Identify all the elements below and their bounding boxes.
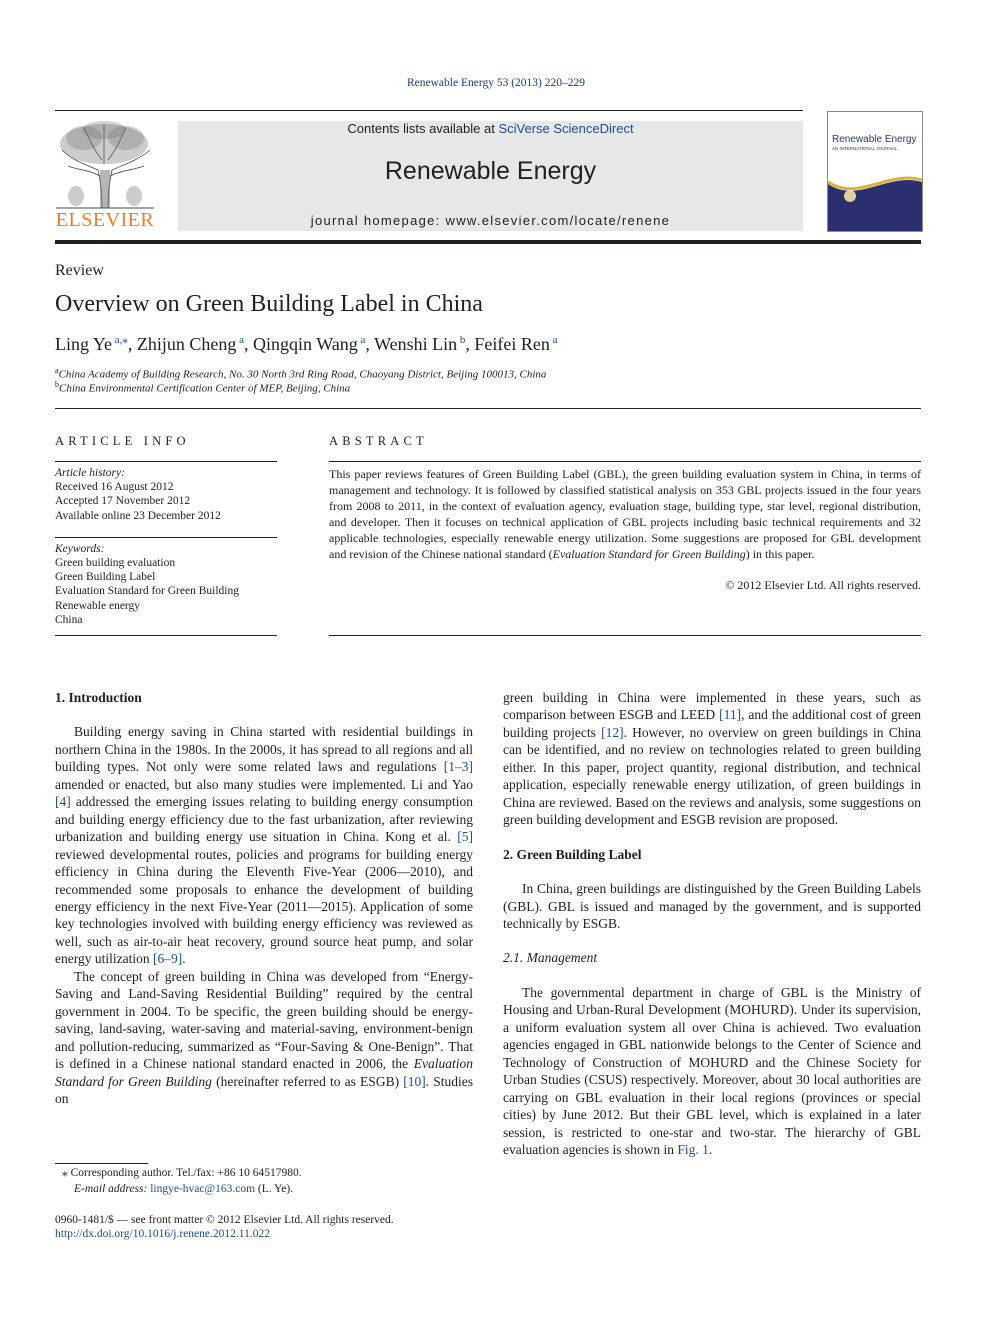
section-heading-green-building-label: 2. Green Building Label xyxy=(503,846,642,862)
author-name[interactable]: Qingqin Wang xyxy=(253,334,358,354)
author-list: Ling Ye $^{a,⁎}$, Zhijun Cheng $^a$, Qingqin Wang $^a$, Wenshi Lin $^b$, Feifei Ren $^a$ xyxy=(55,334,558,354)
abstract-heading: ABSTRACT xyxy=(329,434,428,448)
homepage-url[interactable]: www.elsevier.com/locate/renene xyxy=(445,213,671,228)
author-name[interactable]: Feifei Ren xyxy=(474,334,550,354)
keyword-item: Evaluation Standard for Green Building xyxy=(55,585,239,597)
author-name[interactable]: Wenshi Lin xyxy=(374,334,458,354)
contents-line xyxy=(178,121,803,136)
elsevier-tree-icon xyxy=(54,120,156,210)
article-info-rule xyxy=(55,635,277,636)
reference-link[interactable]: [12] xyxy=(601,724,624,740)
article-title: Overview on Green Building Label in China xyxy=(55,291,483,317)
affiliation-b xyxy=(55,380,350,395)
sciencedirect-link[interactable]: SciVerse ScienceDirect xyxy=(498,121,634,136)
abstract-standard-title: Evaluation Standard for Green Building xyxy=(552,547,746,561)
journal-citation[interactable]: Renewable Energy 53 (2013) 220–229 xyxy=(407,77,585,89)
paragraph-text: . xyxy=(708,1141,713,1157)
keywords-label: Keywords: xyxy=(55,543,105,555)
paragraph-text: . xyxy=(182,951,186,967)
issn-line: 0960-1481/$ — see front matter © 2012 Elsevier Ltd. All rights reserved. xyxy=(55,1214,394,1226)
homepage-line xyxy=(178,213,803,228)
paragraph xyxy=(503,984,921,1159)
paragraph-text: . However, no overview on green buildings in China can be identified, and no review on technologies related to green building either. In this paper, project quantity, regional distribution, and technical application, especially renewable energy utilization, of green buildings in China are reviewed. Based on the reviews and analysis, some suggestions on green building development and ESGB revision are proposed. xyxy=(503,724,921,828)
author-name[interactable]: Ling Ye xyxy=(55,334,113,354)
history-accepted: Accepted 17 November 2012 xyxy=(55,495,191,507)
history-online: Available online 23 December 2012 xyxy=(55,510,221,522)
author-affiliation-sup[interactable]: a,⁎ xyxy=(114,334,128,346)
reference-link[interactable]: [6–9] xyxy=(152,951,183,967)
paragraph-text: addressed the emerging issues relating to building energy consumption and building energy efficiency due to the fast urbanization, after reviewing urbanization and building energy use situation in China. Kong et al. xyxy=(55,794,473,845)
paragraph-text: The governmental department in charge of GBL is the Ministry of Housing and Urban-Rural Development (MOHURD). Under its supervision, a uniform evaluation system all over China is achieved. Two evaluation agencies engaged in GBL nationwide belongs to the Center of Science and Technology of Construction of MOHURD and the Chinese Society for Urban Studies (CSUS) respectively. Moreover, about 30 local authorities are carrying on GBL evaluation in their local regions (provinces or special cities) by June 2012. But their GBL level, which is explained in a later session, is restricted to one-star and two-star. The hierarchy of GBL evaluation agencies is shown in xyxy=(503,984,921,1157)
article-info-rule xyxy=(55,461,277,462)
paragraph-text: green building in China were implemented in these years, such as comparison between ESGB and LEED xyxy=(503,690,921,723)
paragraph xyxy=(55,968,473,1108)
email-note xyxy=(74,1181,293,1197)
header-thick-rule xyxy=(55,240,921,244)
paragraph-text: , and the additional cost of green building projects xyxy=(503,707,921,740)
article-info-heading: ARTICLE INFO xyxy=(55,434,190,448)
abstract-rule xyxy=(329,635,921,636)
reference-link[interactable]: [10] xyxy=(403,1073,426,1089)
journal-cover[interactable] xyxy=(827,111,923,232)
homepage-prefix: journal homepage: xyxy=(310,213,446,228)
abstract-rule xyxy=(329,461,921,462)
author-name[interactable]: Zhijun Cheng xyxy=(136,334,237,354)
author-affiliation-sup[interactable]: a xyxy=(552,334,558,346)
paragraph-text: Building energy saving in China started with residential buildings in northern China in the 1980s. In the 2000s, it has spread to all regions and all building types. Not only were some related laws and regulations xyxy=(55,724,473,775)
body-column-right xyxy=(503,689,921,1158)
cover-title: Renewable Energy xyxy=(832,134,917,145)
affiliation-marker: b xyxy=(55,380,59,389)
abstract-text xyxy=(329,466,921,562)
journal-name: Renewable Energy xyxy=(384,157,597,185)
author-affiliation-sup[interactable]: a xyxy=(239,334,245,346)
abstract-text-part: ) in this paper. xyxy=(745,547,815,561)
journal-masthead xyxy=(178,121,803,231)
keyword-item: Green building evaluation xyxy=(55,557,176,569)
doi-link[interactable]: http://dx.doi.org/10.1016/j.renene.2012.11.022 xyxy=(55,1228,270,1240)
footnote-rule xyxy=(55,1163,148,1164)
reference-link[interactable]: [5] xyxy=(457,829,473,845)
body-column-left xyxy=(55,689,473,1107)
email-label: E-mail address: xyxy=(74,1183,151,1195)
abstract-text-part: This paper reviews features of Green Building Label (GBL), the green building evaluation system in China, in terms of management and technology. It is followed by classified statistical analysis on 353 GBL projects issued in the four years from 2008 to 2011, in the context of evaluation agency, evaluation stage, building type, star level, regional distribution, and developer. Then it focuses on technical application of GBL projects including basic technical requirements and 32 applicable technologies, especially renewable energy utilization. Some suggestions are proposed for GBL development and revision of the Chinese national standard ( xyxy=(329,467,921,561)
affiliation-a xyxy=(55,366,546,381)
elsevier-wordmark: ELSEVIER xyxy=(55,209,155,231)
keyword-item: Green Building Label xyxy=(55,571,156,583)
cover-wave-icon xyxy=(828,112,922,231)
paragraph-text: The concept of green building in China was developed from “Energy-Saving and Land-Saving Residential Building” required by the central government in 2004. To be specific, the green building should be energy-saving, land-saving, water-saving and material-saving, environment-benign and pollution-reducing, summarized as “Four-Saving & One-Benign”. That is defined in a Chinese national standard enacted in 2006, the xyxy=(55,968,473,1072)
section-heading-introduction: 1. Introduction xyxy=(55,690,142,705)
elsevier-logo xyxy=(54,120,156,232)
corresponding-author-note: ⁎ Corresponding author. Tel./fax: +86 10 64517980. xyxy=(62,1167,302,1179)
history-received: Received 16 August 2012 xyxy=(55,481,174,493)
author-affiliation-sup[interactable]: b xyxy=(459,334,466,346)
paragraph: In China, green buildings are distinguished by the Green Building Labels (GBL). GBL is issued and managed by the government, and is supported technically by ESGB. xyxy=(503,881,921,931)
article-type: Review xyxy=(55,262,104,279)
paragraph-text: (hereinafter referred to as ESGB) xyxy=(211,1073,404,1089)
contents-prefix: Contents lists available at xyxy=(347,121,499,136)
standard-title: Evaluation Standard for Green Building xyxy=(55,1056,473,1089)
affiliation-text: China Academy of Building Research, No. 30 North 3rd Ring Road, Chaoyang District, Beijing 100013, China xyxy=(58,368,547,381)
paragraph xyxy=(55,723,473,967)
cover-subtitle: AN INTERNATIONAL JOURNAL xyxy=(832,146,898,151)
keyword-item: China xyxy=(55,614,83,626)
title-block-rule xyxy=(55,408,921,409)
paragraph xyxy=(503,689,921,829)
article-history-label: Article history: xyxy=(55,467,125,479)
reference-link[interactable]: [11] xyxy=(719,707,742,723)
email-suffix: (L. Ye). xyxy=(255,1183,294,1195)
abstract-copyright: © 2012 Elsevier Ltd. All rights reserved. xyxy=(725,578,921,592)
keyword-item: Renewable energy xyxy=(55,600,141,612)
paragraph-text: . Studies on xyxy=(55,1073,473,1106)
affiliation-marker: a xyxy=(55,366,59,375)
figure-link[interactable]: Fig. 1 xyxy=(677,1141,709,1157)
top-rule xyxy=(55,110,803,111)
reference-link[interactable]: [1–3] xyxy=(443,759,473,775)
paragraph-text: reviewed developmental routes, policies and programs for building energy efficiency in China during the Eleventh Five-Year (2006—2010), and recommended some proposals to enhance the development of building energy efficiency in the next Five-Year (2011—2015). Application of some key technologies involved with building energy efficiency was reviewed as well, such as air-to-air heat recovery, ground source heat pump, and solar energy utilization xyxy=(55,846,473,967)
reference-link[interactable]: [4] xyxy=(55,794,71,810)
email-link[interactable]: lingye-hvac@163.com xyxy=(150,1183,256,1195)
article-info-rule xyxy=(55,537,277,538)
author-affiliation-sup[interactable]: a xyxy=(360,334,366,346)
paragraph-text: amended or enacted, but also many studies were implemented. Li and Yao xyxy=(55,776,473,792)
affiliation-text: China Environmental Certification Center of MEP, Beijing, China xyxy=(59,382,351,395)
subsection-heading-management: 2.1. Management xyxy=(503,950,598,966)
